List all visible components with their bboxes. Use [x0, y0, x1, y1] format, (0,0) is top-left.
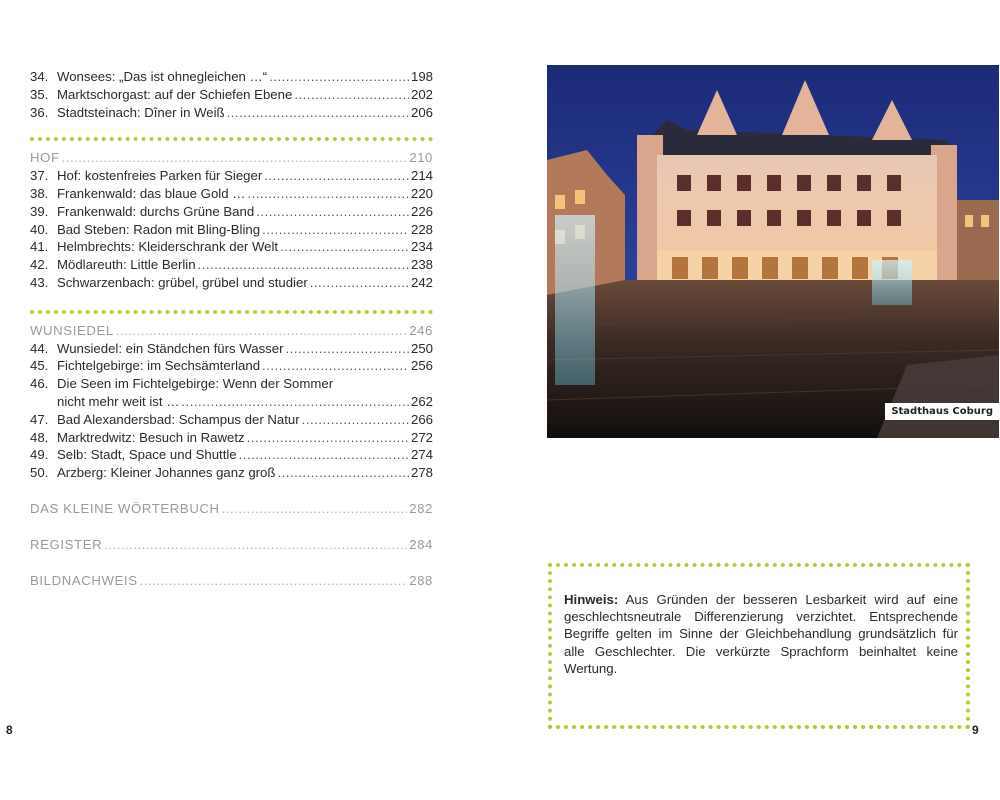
- page-number-right: 9: [972, 723, 979, 737]
- toc-entry-page: 242: [410, 274, 433, 290]
- toc-entry-title: Selb: Stadt, Space und Shuttle: [57, 447, 237, 463]
- toc-section-title: DAS KLEINE WÖRTERBUCH: [30, 500, 220, 516]
- toc-section-bildnachweis[interactable]: [30, 572, 433, 590]
- stadthaus-coburg-photo: [547, 65, 999, 438]
- toc-entry-page: 220: [410, 185, 433, 201]
- toc-section-title: BILDNACHWEIS: [30, 572, 138, 588]
- toc-entry-number: 45.: [30, 358, 49, 374]
- leader-dots: [104, 536, 407, 554]
- page-number-left: 8: [6, 723, 13, 737]
- toc-entry-number: 39.: [30, 203, 49, 219]
- hinweis-box: [548, 563, 970, 729]
- toc-entry-number: 37.: [30, 168, 49, 184]
- toc-section-page: 210: [409, 150, 433, 166]
- toc-entry-46[interactable]: [30, 375, 433, 393]
- leader-dots: [227, 104, 409, 122]
- toc-entry-49[interactable]: [30, 446, 433, 464]
- toc-entry-title-continued: nicht mehr weit ist …: [57, 393, 180, 409]
- toc-entry-number: 41.: [30, 239, 49, 255]
- toc-entry-title: Hof: kostenfreies Parken für Sieger: [57, 168, 263, 184]
- toc-entry-50[interactable]: [30, 464, 433, 482]
- toc-entry-title: Frankenwald: durchs Grüne Band: [57, 203, 255, 219]
- toc-section-title: REGISTER: [30, 536, 103, 552]
- toc-entry-number: 49.: [30, 447, 49, 463]
- leader-dots: [264, 167, 409, 185]
- toc-entry-title: Bad Alexandersbad: Schampus der Natur: [57, 411, 300, 427]
- toc-entry-page: 226: [410, 203, 433, 219]
- toc-section-page: 288: [409, 572, 433, 588]
- toc-entry-number: 34.: [30, 69, 49, 84]
- toc-entry-number: 35.: [30, 86, 49, 102]
- toc-entry-38[interactable]: [30, 185, 433, 203]
- leader-dots: [262, 357, 409, 375]
- toc-section-page: 282: [409, 500, 433, 516]
- toc-entry-page: 274: [410, 447, 433, 463]
- leader-dots: [302, 411, 409, 429]
- night-building-illustration: [547, 65, 999, 438]
- toc-entry-title: Schwarzenbach: grübel, grübel und studier: [57, 274, 308, 290]
- toc-entry-page: 250: [410, 340, 433, 356]
- toc-entry-45[interactable]: [30, 357, 433, 375]
- toc-section-register[interactable]: [30, 536, 433, 554]
- toc-entry-number: 46.: [30, 376, 49, 392]
- leader-dots: [62, 149, 408, 167]
- toc-entry-number: 50.: [30, 465, 49, 481]
- leader-dots: [222, 500, 408, 518]
- toc-section-title: WUNSIEDEL: [30, 322, 114, 338]
- toc-entry-36[interactable]: [30, 104, 433, 122]
- leader-dots: [277, 464, 409, 482]
- toc-section-wunsiedel[interactable]: [30, 322, 433, 340]
- hinweis-text: Aus Gründen der besseren Lesbarkeit wird auf eine geschlechtsneutrale Differenzierung verzichtet. Entsprechende Begriffe gelten im Sinne der Gleichbehandlung grundsätzlich für alle Geschlechter. Die verkürzte Sprachform beinhaltet keine Wertung.: [564, 592, 959, 676]
- toc-entry-page: 266: [410, 411, 433, 427]
- toc-entry-page: 256: [410, 358, 433, 374]
- toc-entry-title: Marktschorgast: auf der Schiefen Ebene: [57, 86, 293, 102]
- leader-dots: [116, 322, 407, 340]
- toc-section-hof[interactable]: [30, 149, 433, 167]
- toc-entry-title: Mödlareuth: Little Berlin: [57, 257, 196, 273]
- toc-entry-title: Bad Steben: Radon mit Bling-Bling: [57, 221, 261, 237]
- toc-entry-title: Wunsiedel: ein Ständchen fürs Wasser: [57, 340, 284, 356]
- toc-section-woerterbuch[interactable]: [30, 500, 433, 518]
- leader-dots: [247, 185, 409, 203]
- toc-entry-39[interactable]: [30, 203, 433, 221]
- toc-entry-title: Frankenwald: das blaue Gold …: [57, 185, 246, 201]
- toc-section-page: 284: [409, 536, 433, 552]
- toc-entry-page: 228: [410, 221, 433, 237]
- toc-entry-44[interactable]: [30, 340, 433, 358]
- toc-entry-41[interactable]: [30, 238, 433, 256]
- toc-entry-number: 40.: [30, 221, 49, 237]
- toc-entry-page: 234: [410, 239, 433, 255]
- toc-entry-title: Marktredwitz: Besuch in Rawetz: [57, 429, 245, 445]
- toc-section-page: 246: [409, 322, 433, 338]
- table-of-contents: [30, 68, 433, 589]
- toc-entry-page: 202: [410, 86, 433, 102]
- toc-entry-number: 48.: [30, 429, 49, 445]
- leader-dots: [239, 446, 409, 464]
- leader-dots: [262, 221, 409, 239]
- toc-entry-number: 42.: [30, 257, 49, 273]
- toc-entry-47[interactable]: [30, 411, 433, 429]
- leader-dots: [256, 203, 409, 221]
- leader-dots: [269, 68, 409, 86]
- toc-entry-page: 278: [410, 465, 433, 481]
- toc-entry-page: 214: [410, 168, 433, 184]
- toc-entry-number: 36.: [30, 104, 49, 120]
- toc-entry-42[interactable]: [30, 256, 433, 274]
- toc-entry-title: Arzberg: Kleiner Johannes ganz groß: [57, 465, 276, 481]
- leader-dots: [247, 429, 409, 447]
- leader-dots: [198, 256, 409, 274]
- toc-entry-43[interactable]: [30, 274, 433, 292]
- toc-entry-page: 238: [410, 257, 433, 273]
- toc-entry-title: Die Seen im Fichtelgebirge: Wenn der Sommer: [57, 376, 334, 392]
- toc-entry-title: Helmbrechts: Kleiderschrank der Welt: [57, 239, 279, 255]
- leader-dots: [140, 572, 408, 590]
- toc-entry-title: Wonsees: „Das ist ohnegleichen …“: [57, 69, 268, 84]
- photo-caption: Stadthaus Coburg: [885, 403, 999, 420]
- toc-entry-title: Stadtsteinach: Dîner in Weiß: [57, 104, 225, 120]
- toc-entry-page: 272: [410, 429, 433, 445]
- toc-entry-number: 44.: [30, 340, 49, 356]
- toc-entry-37[interactable]: [30, 167, 433, 185]
- hinweis-lead: Hinweis:: [564, 592, 619, 607]
- toc-entry-34[interactable]: [30, 68, 433, 86]
- toc-entry-48[interactable]: [30, 429, 433, 447]
- toc-entry-40[interactable]: [30, 221, 433, 239]
- toc-section-title: HOF: [30, 150, 60, 166]
- toc-entry-46-continued[interactable]: [30, 393, 433, 411]
- toc-entry-35[interactable]: [30, 86, 433, 104]
- toc-entry-number: 47.: [30, 411, 49, 427]
- toc-entry-page: 198: [410, 69, 433, 84]
- toc-entry-page: 262: [410, 393, 433, 409]
- leader-dots: [280, 238, 409, 256]
- leader-dots: [294, 86, 409, 104]
- toc-entry-page: 206: [410, 104, 433, 120]
- leader-dots: [310, 274, 409, 292]
- toc-entry-number: 38.: [30, 185, 49, 201]
- leader-dots: [181, 393, 409, 411]
- toc-entry-title: Fichtelgebirge: im Sechsämterland: [57, 358, 261, 374]
- leader-dots: [286, 340, 409, 358]
- toc-entry-number: 43.: [30, 274, 49, 290]
